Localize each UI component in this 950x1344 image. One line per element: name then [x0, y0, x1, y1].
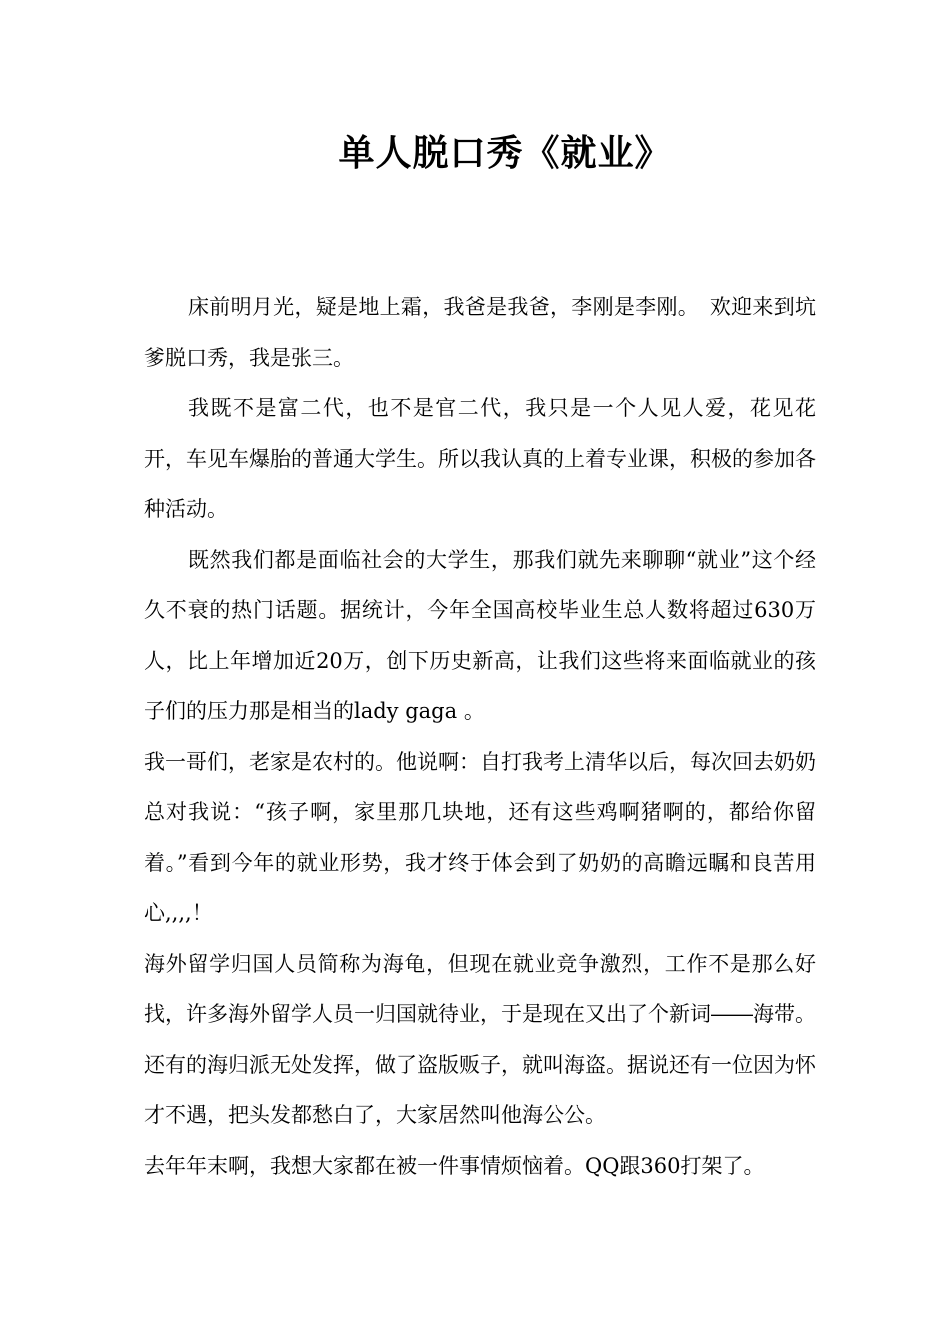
paragraph-overseas-returnees: 海外留学归国人员简称为海龟，但现在就业竞争激烈，工作不是那么好找，许多海外留学人员一归国就待业，于是现在又出了个新词――海带。还有的海归派无处发挥，做了盗版贩子，就叫海盗。据说还有一位因为怀才不遇，把头发都愁白了，大家居然叫他海公公。 [144, 951, 816, 1127]
paragraph-employment-topic: 既然我们都是面临社会的大学生，那我们就先来聊聊“就业”这个经久不衰的热门话题。据统计，今年全国高校毕业生总人数将超过630万人，比上年增加近20万，创下历史新高，让我们这些将来面临就业的孩子们的压力那是相当的lady gaga 。 [144, 547, 816, 723]
paragraph-opening: 床前明月光，疑是地上霜，我爸是我爸，李刚是李刚。 欢迎来到坑爹脱口秀，我是张三。 [144, 295, 816, 370]
paragraph-friend-story: 我一哥们，老家是农村的。他说啊：自打我考上清华以后，每次回去奶奶总对我说：“孩子啊，家里那几块地，还有这些鸡啊猪啊的，都给你留着。”看到今年的就业形势，我才终于体会到了奶奶的高瞻远瞩和良苦用心,,,,！ [144, 749, 816, 925]
paragraph-self-intro: 我既不是富二代，也不是官二代，我只是一个人见人爱，花见花开，车见车爆胎的普通大学生。所以我认真的上着专业课，积极的参加各种活动。 [144, 396, 816, 521]
paragraph-qq-360: 去年年末啊，我想大家都在被一件事情烦恼着。QQ跟360打架了。 [144, 1153, 765, 1178]
document-body [144, 282, 816, 1191]
document-title: 单人脱口秀《就业》 [338, 132, 672, 174]
